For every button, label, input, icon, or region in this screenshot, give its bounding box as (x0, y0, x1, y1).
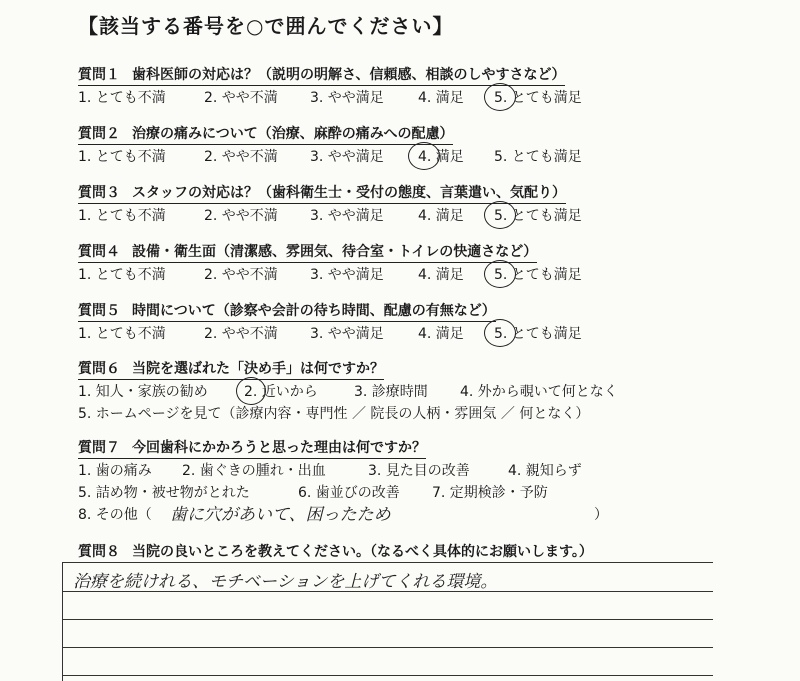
q5-option-5[interactable]: 5. とても満足 (494, 326, 582, 342)
question-7 (78, 437, 608, 526)
q2-option-3[interactable]: 3. やや満足 (310, 149, 384, 165)
question-3-title: 質問３ スタッフの対応は？（歯科衛生士・受付の態度、言葉遣い、気配り） (78, 182, 566, 204)
q7-option-3[interactable]: 3. 見た目の改善 (368, 463, 470, 479)
q4-option-2[interactable]: 2. やや不満 (204, 267, 278, 283)
q4-option-5[interactable]: 5. とても満足 (494, 267, 582, 283)
question-2 (78, 123, 582, 168)
q6-option-1[interactable]: 1. 知人・家族の勧め (78, 384, 208, 400)
q7-other-handwritten[interactable]: 歯に穴があいて、困ったため (170, 505, 391, 525)
q5-option-2[interactable]: 2. やや不満 (204, 326, 278, 342)
answer-line-4 (63, 675, 713, 676)
q6-option-5[interactable]: 5. ホームページを見て（診療内容・専門性 ／ 院長の人柄・雰囲気 ／ 何となく） (78, 406, 590, 422)
q6-option-3[interactable]: 3. 診療時間 (354, 384, 428, 400)
question-4 (78, 241, 582, 286)
q3-option-2[interactable]: 2. やや不満 (204, 208, 278, 224)
q2-option-1[interactable]: 1. とても不満 (78, 149, 166, 165)
question-3 (78, 182, 582, 227)
q8-handwritten-answer: 治療を続けれる、モチベーションを上げてくれる環境。 (73, 572, 498, 592)
q1-option-4[interactable]: 4. 満足 (418, 90, 464, 106)
q7-option-4[interactable]: 4. 親知らず (508, 463, 582, 479)
question-7-title: 質問７ 今回歯科にかかろうと思った理由は何ですか？ (78, 437, 426, 459)
q4-option-3[interactable]: 3. やや満足 (310, 267, 384, 283)
q5-option-4[interactable]: 4. 満足 (418, 326, 464, 342)
q7-option-1[interactable]: 1. 歯の痛み (78, 463, 152, 479)
question-5-title: 質問５ 時間について（診察や会計の待ち時間、配慮の有無など） (78, 300, 496, 322)
answer-line-1 (63, 591, 713, 592)
q2-option-2[interactable]: 2. やや不満 (204, 149, 278, 165)
page-heading: 【該当する番号を○で囲んでください】 (78, 14, 454, 38)
q7-option-8[interactable]: 8. その他（ (78, 507, 152, 523)
q4-option-4[interactable]: 4. 満足 (418, 267, 464, 283)
question-8 (78, 541, 593, 563)
q5-option-3[interactable]: 3. やや満足 (310, 326, 384, 342)
question-6-title: 質問６ 当院を選ばれた「決め手」は何ですか？ (78, 358, 384, 380)
question-8-title: 質問８ 当院の良いところを教えてください。（なるべく具体的にお願いします。） (78, 541, 593, 563)
question-1 (78, 64, 582, 109)
question-5 (78, 300, 582, 345)
q7-option-6[interactable]: 6. 歯並びの改善 (298, 485, 400, 501)
q7-option-2[interactable]: 2. 歯ぐきの腫れ・出血 (182, 463, 326, 479)
q6-option-2[interactable]: 2. 近いから (244, 384, 318, 400)
q6-option-4[interactable]: 4. 外から覗いて何となく (460, 384, 618, 400)
q3-option-5[interactable]: 5. とても満足 (494, 208, 582, 224)
q7-other-close: ） (594, 507, 608, 523)
q8-answer-box[interactable] (62, 562, 713, 681)
q7-option-5[interactable]: 5. 詰め物・被せ物がとれた (78, 485, 250, 501)
q7-option-7[interactable]: 7. 定期検診・予防 (432, 485, 548, 501)
q2-option-4[interactable]: 4. 満足 (418, 149, 464, 165)
question-2-title: 質問２ 治療の痛みについて（治療、麻酔の痛みへの配慮） (78, 123, 453, 145)
answer-line-3 (63, 647, 713, 648)
q3-option-3[interactable]: 3. やや満足 (310, 208, 384, 224)
q1-option-3[interactable]: 3. やや満足 (310, 90, 384, 106)
q5-option-1[interactable]: 1. とても不満 (78, 326, 166, 342)
q1-option-1[interactable]: 1. とても不満 (78, 90, 166, 106)
q3-option-1[interactable]: 1. とても不満 (78, 208, 166, 224)
question-4-title: 質問４ 設備・衛生面（清潔感、雰囲気、待合室・トイレの快適さなど） (78, 241, 537, 263)
q3-option-4[interactable]: 4. 満足 (418, 208, 464, 224)
q1-option-2[interactable]: 2. やや不満 (204, 90, 278, 106)
question-1-title: 質問１ 歯科医師の対応は？（説明の明解さ、信頼感、相談のしやすさなど） (78, 64, 565, 86)
question-6 (78, 358, 618, 425)
q4-option-1[interactable]: 1. とても不満 (78, 267, 166, 283)
answer-line-2 (63, 619, 713, 620)
q2-option-5[interactable]: 5. とても満足 (494, 149, 582, 165)
q1-option-5[interactable]: 5. とても満足 (494, 90, 582, 106)
